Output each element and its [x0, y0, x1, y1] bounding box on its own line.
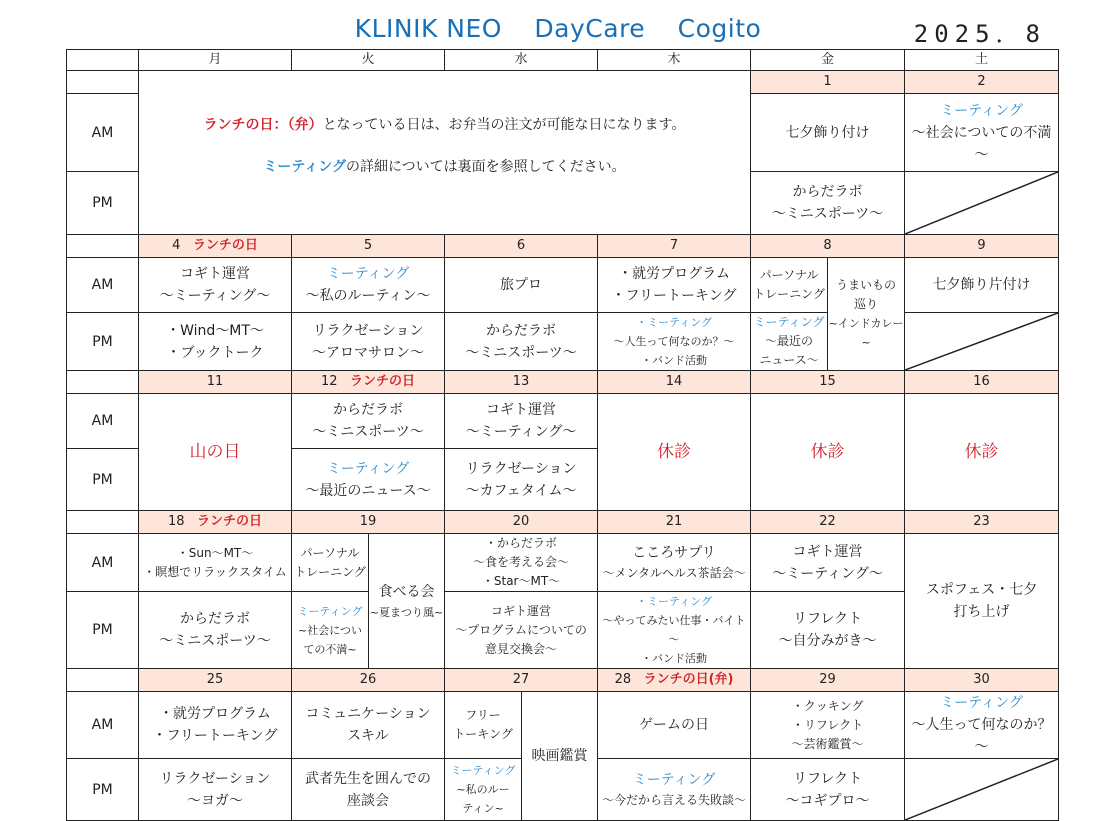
- weekday-tue: 火: [292, 50, 445, 71]
- empty-slot: [905, 759, 1059, 821]
- am-label: AM: [67, 692, 139, 759]
- event-cell: ・就労プログラム ・フリートーキング: [139, 692, 292, 759]
- week1-dates: [67, 71, 1059, 94]
- event-cell: ・就労プログラム ・フリートーキング: [598, 258, 751, 313]
- cogito-label: Cogito: [677, 14, 762, 43]
- event-cell: 七夕飾り付け: [751, 94, 905, 172]
- date-9: 9: [905, 235, 1059, 258]
- week4-dates: [67, 511, 1059, 534]
- holiday-cell: 山の日: [139, 394, 292, 511]
- event-cell: からだラボ ～ミニスポーツ～: [292, 394, 445, 449]
- notice-box: ランチの日：（弁）となっている日は、お弁当の注文が可能な日になります。 ミーティングの詳細については裏面を参照してください。: [139, 71, 751, 235]
- weekday-sat: 土: [905, 50, 1059, 71]
- pm-label: PM: [67, 172, 139, 235]
- clinic-name: KLINIK NEO: [354, 14, 502, 43]
- event-cell: リフレクト ～コギプロ～: [751, 759, 905, 821]
- date-15: 15: [751, 371, 905, 394]
- pm-label: PM: [67, 313, 139, 371]
- event-cell: スポフェス・七夕 打ち上げ: [905, 534, 1059, 669]
- weekday-fri: 金: [751, 50, 905, 71]
- date-18: 18 ランチの日: [139, 511, 292, 534]
- date-11: 11: [139, 371, 292, 394]
- date-26: 26: [292, 669, 445, 692]
- event-cell: からだラボ ～ミニスポーツ～: [445, 313, 598, 371]
- closed-cell: 休診: [751, 394, 905, 511]
- event-cell: 武者先生を囲んでの 座談会: [292, 759, 445, 821]
- event-cell: パーソナル トレーニング: [751, 258, 828, 313]
- event-cell: 旅プロ: [445, 258, 598, 313]
- event-cell: リラクゼーション ～アロマサロン～: [292, 313, 445, 371]
- event-cell: ・ミーティング ～人生って何なのか？～ ・バンド活動: [598, 313, 751, 371]
- event-cell: ミーティング ～最近のニュース～: [292, 449, 445, 511]
- date-19: 19: [292, 511, 445, 534]
- week3-am: [67, 394, 1059, 449]
- event-cell: コギト運営 ～ミーティング～: [139, 258, 292, 313]
- pm-label: PM: [67, 759, 139, 821]
- weekday-mon: 月: [139, 50, 292, 71]
- event-cell: 七夕飾り片付け: [905, 258, 1059, 313]
- date-13: 13: [445, 371, 598, 394]
- date-27: 27: [445, 669, 598, 692]
- event-cell: こころサプリ ～メンタルヘルス茶話会～: [598, 534, 751, 592]
- empty-slot: [905, 313, 1059, 371]
- empty-slot: [905, 172, 1059, 235]
- event-cell: コギト運営 ～プログラムについての 意見交換会～: [445, 592, 598, 669]
- date-16: 16: [905, 371, 1059, 394]
- event-cell: ・からだラボ ～食を考える会～ ・Star～MT～: [445, 534, 598, 592]
- corner-cell: [67, 50, 139, 71]
- event-cell: からだラボ ～ミニスポーツ～: [751, 172, 905, 235]
- event-cell: ゲームの日: [598, 692, 751, 759]
- date-14: 14: [598, 371, 751, 394]
- am-label: AM: [67, 534, 139, 592]
- event-cell: からだラボ ～ミニスポーツ～: [139, 592, 292, 669]
- event-cell: リフレクト ～自分みがき～: [751, 592, 905, 669]
- event-cell: コミュニケーション スキル: [292, 692, 445, 759]
- event-cell: 食べる会 ~夏まつり風~: [369, 534, 445, 669]
- event-cell: フリー トーキング: [445, 692, 522, 759]
- weekday-wed: 水: [445, 50, 598, 71]
- date-5: 5: [292, 235, 445, 258]
- event-cell: ミーティング ～人生って何なのか？～: [905, 692, 1059, 759]
- date-2: 2: [905, 71, 1059, 94]
- event-cell: コギト運営 ～ミーティング～: [751, 534, 905, 592]
- year-month: 2025．8: [913, 20, 1046, 48]
- event-cell: ミーティング ~私のルー ティン~: [445, 759, 522, 821]
- date-22: 22: [751, 511, 905, 534]
- date-23: 23: [905, 511, 1059, 534]
- event-cell: ミーティング ～社会についての不満～: [905, 94, 1059, 172]
- closed-cell: 休診: [598, 394, 751, 511]
- week5-am: [67, 692, 1059, 759]
- event-cell: ミーティング ～私のルーティン～: [292, 258, 445, 313]
- event-cell: うまいもの 巡り ~インドカレー~: [828, 258, 905, 371]
- date-1: 1: [751, 71, 905, 94]
- week2-dates: [67, 235, 1059, 258]
- date-4: 4 ランチの日: [139, 235, 292, 258]
- pm-label: PM: [67, 592, 139, 669]
- date-20: 20: [445, 511, 598, 534]
- date-25: 25: [139, 669, 292, 692]
- pm-label: PM: [67, 449, 139, 511]
- date-12: 12 ランチの日: [292, 371, 445, 394]
- event-cell: ミーティング ~社会につい ての不満~: [292, 592, 369, 669]
- event-cell: 映画鑑賞: [522, 692, 598, 821]
- event-cell: リラクゼーション ～カフェタイム～: [445, 449, 598, 511]
- date-7: 7: [598, 235, 751, 258]
- week4-am: [67, 534, 1059, 592]
- closed-cell: 休診: [905, 394, 1059, 511]
- week2-pm: [67, 313, 1059, 371]
- am-label: AM: [67, 258, 139, 313]
- event-cell: ・Sun～MT～ ・瞑想でリラックスタイム: [139, 534, 292, 592]
- event-cell: パーソナル トレーニング: [292, 534, 369, 592]
- date-29: 29: [751, 669, 905, 692]
- date-8: 8: [751, 235, 905, 258]
- weekday-header: [67, 50, 1059, 71]
- event-cell: ・Wind～MT～ ・ブックトーク: [139, 313, 292, 371]
- date-28: 28 ランチの日(弁): [598, 669, 751, 692]
- event-cell: ・ミーティング ～やってみたい仕事・バイト～ ・バンド活動: [598, 592, 751, 669]
- schedule-table: [66, 49, 1059, 821]
- week3-dates: [67, 371, 1059, 394]
- event-cell: ミーティング ～最近の ニュース～: [751, 313, 828, 371]
- weekday-thu: 木: [598, 50, 751, 71]
- am-label: AM: [67, 94, 139, 172]
- event-cell: コギト運営 ～ミーティング～: [445, 394, 598, 449]
- week2-am: [67, 258, 1059, 313]
- event-cell: ・クッキング ・リフレクト ～芸術鑑賞～: [751, 692, 905, 759]
- date-30: 30: [905, 669, 1059, 692]
- event-cell: リラクゼーション ～ヨガ～: [139, 759, 292, 821]
- am-label: AM: [67, 394, 139, 449]
- date-6: 6: [445, 235, 598, 258]
- event-cell: ミーティング ～今だから言える失敗談～: [598, 759, 751, 821]
- daycare-label: DayCare: [534, 14, 646, 43]
- week5-dates: [67, 669, 1059, 692]
- date-21: 21: [598, 511, 751, 534]
